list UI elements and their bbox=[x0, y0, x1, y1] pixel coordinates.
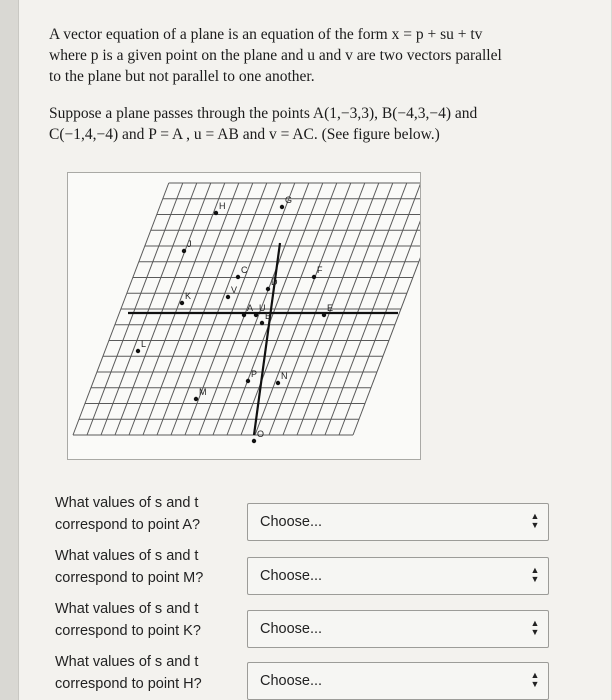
point-label-g: G bbox=[285, 195, 293, 205]
question-a-line-2: correspond to point A? bbox=[55, 517, 201, 533]
point-label-m: M bbox=[199, 387, 207, 397]
point-label-c: C bbox=[241, 265, 248, 275]
point-label-l: L bbox=[141, 339, 147, 349]
intro-line-1: A vector equation of a plane is an equation of the form x = p + su + tv bbox=[49, 26, 483, 43]
point-label-u: U bbox=[259, 303, 266, 313]
answer-select-k-value: Choose... bbox=[260, 621, 323, 637]
question-a-line-1: What values of s and t bbox=[55, 495, 199, 511]
question-h-line-2: correspond to point H? bbox=[55, 676, 202, 692]
point-label-v: V bbox=[231, 285, 238, 295]
point-c bbox=[236, 275, 240, 279]
question-k bbox=[55, 598, 235, 642]
answer-select-h[interactable] bbox=[247, 662, 549, 700]
point-label-f: F bbox=[317, 265, 323, 275]
question-a bbox=[55, 492, 235, 536]
select-arrows-icon: ▲ ▼ bbox=[530, 511, 540, 530]
answer-select-h-value: Choose... bbox=[260, 673, 323, 689]
point-d bbox=[266, 287, 270, 291]
question-page bbox=[18, 0, 611, 700]
answer-select-a-value: Choose... bbox=[260, 514, 323, 530]
point-k bbox=[180, 301, 184, 305]
select-arrows-icon: ▲ ▼ bbox=[530, 618, 540, 637]
point-label-h: H bbox=[219, 201, 226, 211]
point-g bbox=[280, 205, 284, 209]
point-label-o: O bbox=[257, 429, 265, 439]
point-label-e: E bbox=[327, 303, 334, 313]
point-label-n: N bbox=[281, 371, 288, 381]
answer-select-m-value: Choose... bbox=[260, 568, 323, 584]
point-v bbox=[226, 295, 230, 299]
answer-select-a[interactable] bbox=[247, 503, 549, 541]
point-b bbox=[260, 321, 264, 325]
question-m bbox=[55, 545, 235, 589]
point-n bbox=[276, 381, 280, 385]
point-label-k: K bbox=[185, 291, 192, 301]
question-k-line-1: What values of s and t bbox=[55, 601, 199, 617]
question-m-line-1: What values of s and t bbox=[55, 548, 199, 564]
answer-select-k[interactable] bbox=[247, 610, 549, 648]
point-h bbox=[214, 211, 218, 215]
point-l bbox=[136, 349, 140, 353]
select-arrows-icon: ▲ ▼ bbox=[530, 670, 540, 689]
point-p bbox=[246, 379, 250, 383]
plane-figure bbox=[67, 172, 421, 460]
point-j bbox=[182, 249, 186, 253]
point-label-a: A bbox=[247, 303, 254, 313]
point-m bbox=[194, 397, 198, 401]
point-label-d: D bbox=[271, 277, 278, 287]
point-label-p: P bbox=[251, 369, 258, 379]
point-label-j: J bbox=[187, 239, 192, 249]
point-o bbox=[252, 439, 256, 443]
intro-text bbox=[49, 24, 569, 87]
question-m-line-2: correspond to point M? bbox=[55, 570, 204, 586]
point-label-b: B bbox=[265, 311, 272, 321]
question-h-line-1: What values of s and t bbox=[55, 654, 199, 670]
select-arrows-icon: ▲ ▼ bbox=[530, 565, 540, 584]
question-k-line-2: correspond to point K? bbox=[55, 623, 201, 639]
plane-grid-diagram bbox=[68, 173, 420, 459]
point-f bbox=[312, 275, 316, 279]
point-a bbox=[242, 313, 246, 317]
answer-select-m[interactable] bbox=[247, 557, 549, 595]
problem-line-2: C(−1,4,−4) and P = A , u = AB and v = AC. (See figure below.) bbox=[49, 126, 440, 143]
intro-line-3: to the plane but not parallel to one another. bbox=[49, 68, 315, 85]
intro-line-2: where p is a given point on the plane and u and v are two vectors parallel bbox=[49, 47, 502, 64]
question-h bbox=[55, 651, 235, 695]
problem-line-1: Suppose a plane passes through the points A(1,−3,3), B(−4,3,−4) and bbox=[49, 105, 478, 122]
problem-text bbox=[49, 103, 569, 145]
v-axis-line bbox=[254, 243, 280, 435]
point-u bbox=[254, 313, 258, 317]
point-e bbox=[322, 313, 326, 317]
